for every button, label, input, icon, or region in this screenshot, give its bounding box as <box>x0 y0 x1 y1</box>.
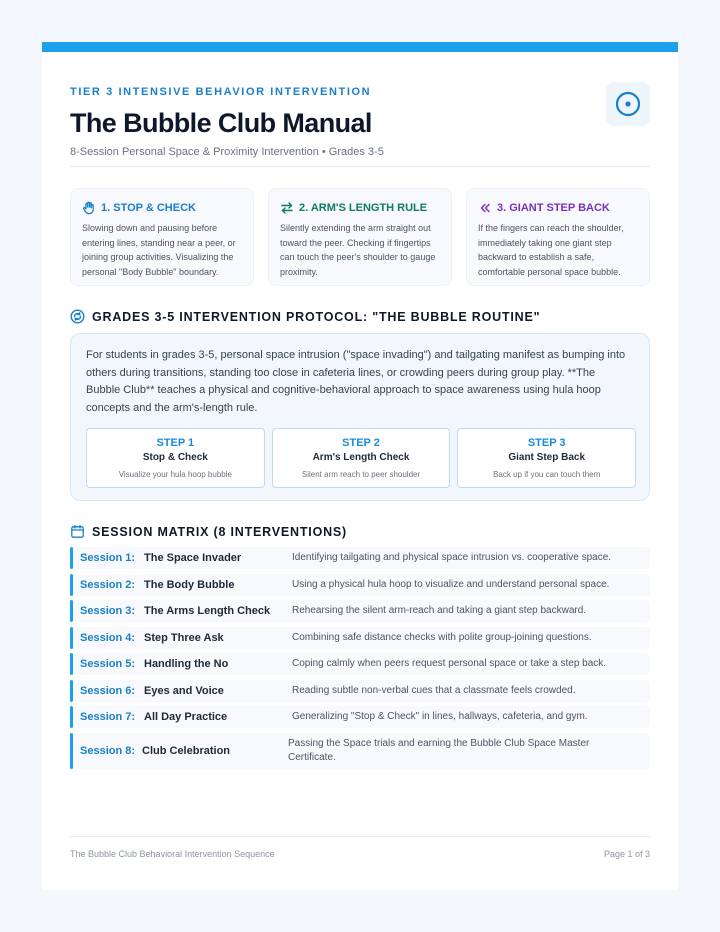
session-name: Step Three Ask <box>144 631 224 644</box>
card-title: 1. STOP & CHECK <box>101 202 196 214</box>
protocol-section-title <box>70 309 540 324</box>
page-subtitle: 8-Session Personal Space & Proximity Intervention • Grades 3-5 <box>70 146 384 158</box>
arrows-exchange-icon <box>280 201 294 215</box>
session-row <box>70 627 650 649</box>
top-accent-bar <box>42 42 678 52</box>
hand-icon <box>82 201 96 215</box>
session-name: The Body Bubble <box>144 578 235 591</box>
footer-divider <box>70 836 650 837</box>
target-circle-icon <box>614 90 642 118</box>
session-label: Session 6: <box>80 684 136 697</box>
session-row <box>70 680 650 702</box>
session-row <box>70 653 650 675</box>
refresh-circle-icon <box>70 309 85 324</box>
session-name: Eyes and Voice <box>144 684 224 697</box>
session-label: Session 5: <box>80 658 136 670</box>
session-description: Passing the Space trials and earning the Bubble Club Space Master Certificate. <box>288 737 590 763</box>
session-row <box>70 574 650 596</box>
logo-badge <box>606 82 650 126</box>
session-name: Club Celebration <box>142 744 231 757</box>
session-accent-bar <box>70 653 73 675</box>
session-accent-bar <box>70 547 73 569</box>
header-divider <box>70 166 650 167</box>
session-row <box>70 600 650 622</box>
protocol-box <box>70 333 650 501</box>
session-accent-bar <box>70 680 73 702</box>
step-number: STEP 2 <box>342 437 380 449</box>
session-label: Session 7: <box>80 711 136 723</box>
session-accent-bar <box>70 627 73 649</box>
session-accent-bar <box>70 574 73 596</box>
card-body: Silently extending the arm straight out toward the peer. Checking if fingertips can touch the peer's shoulder to gauge proximity. <box>280 223 436 277</box>
double-chevron-left-icon <box>478 201 492 215</box>
session-row <box>70 706 650 728</box>
step-description: Visualize your hula hoop bubble <box>118 470 232 479</box>
document-header <box>70 86 650 158</box>
session-name: The Arms Length Check <box>144 605 271 617</box>
card-stop-check <box>70 188 254 286</box>
section-heading: SESSION MATRIX (8 INTERVENTIONS) <box>92 524 348 539</box>
step-description: Back up if you can touch them <box>493 470 601 479</box>
step-card <box>86 428 265 488</box>
session-accent-bar <box>70 706 73 728</box>
calendar-icon <box>70 524 85 539</box>
card-arms-length <box>268 188 452 286</box>
card-title: 2. ARM'S LENGTH RULE <box>299 202 428 214</box>
session-description: Using a physical hula hoop to visualize and understand personal space. <box>292 578 610 590</box>
steps-row <box>86 428 636 488</box>
session-description: Coping calmly when peers request personal space or take a step back. <box>292 658 607 669</box>
session-accent-bar <box>70 733 73 769</box>
card-body: If the fingers can reach the shoulder, immediately taking one giant step backward to establish a safe, comfortable personal space bubble. <box>478 223 624 277</box>
technique-cards <box>70 188 650 286</box>
header-kicker: TIER 3 INTENSIVE BEHAVIOR INTERVENTION <box>70 86 372 98</box>
session-label: Session 8: <box>80 744 136 757</box>
session-label: Session 4: <box>80 631 136 644</box>
matrix-section-title <box>70 524 347 539</box>
page-number: Page 1 of 3 <box>603 849 650 859</box>
session-description: Reading subtle non-verbal cues that a classmate feels crowded. <box>292 684 576 696</box>
session-description: Rehearsing the silent arm-reach and taking a giant step backward. <box>292 605 587 616</box>
card-giant-step <box>466 188 650 286</box>
session-label: Session 1: <box>80 552 136 564</box>
session-description: Identifying tailgating and physical space intrusion vs. cooperative space. <box>292 552 612 563</box>
session-name: All Day Practice <box>144 711 228 723</box>
step-name: Stop & Check <box>142 452 208 463</box>
session-row <box>70 733 650 769</box>
protocol-description: For students in grades 3-5, personal space intrusion ("space invading") and tailgating manifest as bumping into others during transitions, standing too close in cafeteria lines, or crowding peers during group play. **The Bubble Club** teaches a physical and cognitive-behavioral approach to space awareness using hula hoop concepts and the arm's-length rule. <box>86 349 626 414</box>
session-accent-bar <box>70 600 73 622</box>
step-name: Arm's Length Check <box>312 452 410 463</box>
step-number: STEP 1 <box>156 437 195 449</box>
session-label: Session 3: <box>80 605 136 617</box>
session-row <box>70 547 650 569</box>
session-description: Combining safe distance checks with polite group-joining questions. <box>292 631 592 643</box>
step-name: Giant Step Back <box>508 452 586 463</box>
document-page <box>42 42 678 890</box>
session-description: Generalizing "Stop & Check" in lines, hallways, cafeteria, and gym. <box>292 711 588 722</box>
step-number: STEP 3 <box>527 437 566 449</box>
session-label: Session 2: <box>80 578 136 591</box>
step-description: Silent arm reach to peer shoulder <box>301 470 421 479</box>
section-heading: GRADES 3-5 INTERVENTION PROTOCOL: "THE BUBBLE ROUTINE" <box>92 309 541 324</box>
session-matrix <box>70 547 650 773</box>
page-title: The Bubble Club Manual <box>70 108 372 138</box>
card-body: Slowing down and pausing before entering lines, standing near a peer, or joining group activities. Visualizing the personal "Body Bubble" boundary. <box>82 223 236 277</box>
card-title: 3. GIANT STEP BACK <box>497 202 610 214</box>
step-card <box>272 428 451 488</box>
step-card <box>457 428 636 488</box>
session-name: The Space Invader <box>144 552 242 564</box>
session-name: Handling the No <box>144 658 229 670</box>
footer-title: The Bubble Club Behavioral Intervention Sequence <box>70 849 275 859</box>
